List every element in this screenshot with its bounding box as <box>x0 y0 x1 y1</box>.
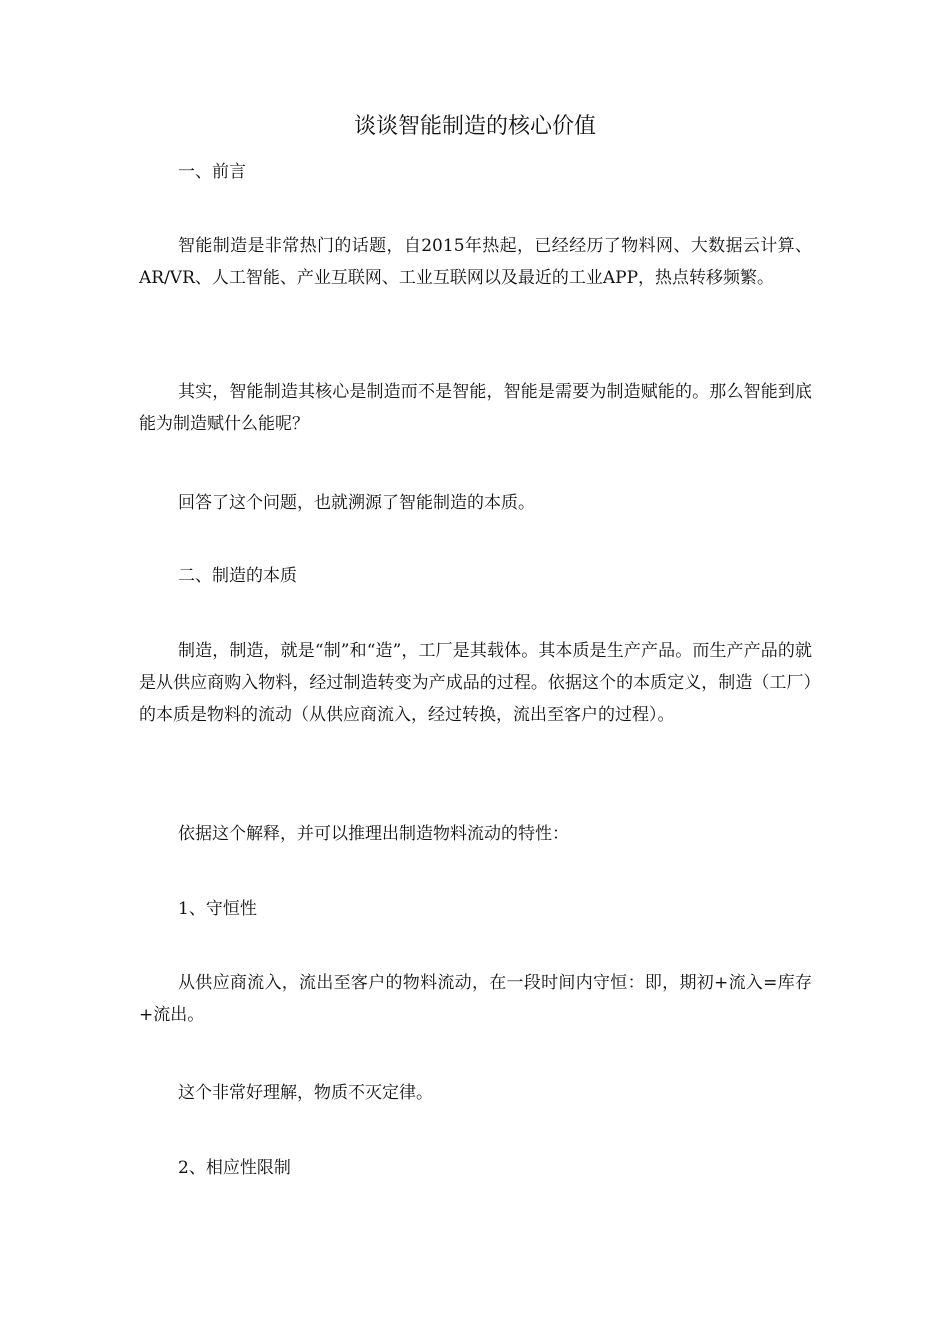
paragraph-properties: 依据这个解释，并可以推理出制造物料流动的特性： <box>178 824 569 844</box>
heading-essence: 二、制造的本质 <box>178 566 297 586</box>
heading-preface: 一、前言 <box>178 162 246 182</box>
paragraph-conservation: 从供应商流入，流出至客户的物料流动，在一段时间内守恒：即，期初+流入=库存+流出。 <box>139 973 812 1025</box>
document-title: 谈谈智能制造的核心价值 <box>353 114 596 139</box>
paragraph-intro: 智能制造是非常热门的话题，自2015年热起，已经经历了物料网、大数据云计算、AR/VR、人工智能、产业互联网、工业互联网以及最近的工业APP，热点转移频繁。 <box>139 236 812 288</box>
paragraph-essence: 制造，制造，就是“制”和“造”，工厂是其载体。其本质是生产产品。而生产产品的就是从供应商购入物料，经过制造转变为产成品的过程。依据这个的本质定义，制造（工厂）的本质是物料的流动（从供应商流入，经过转换，流出至客户的过程）。 <box>139 641 812 725</box>
paragraph-core: 其实，智能制造其核心是制造而不是智能，智能是需要为制造赋能的。那么智能到底能为制造赋什么能呢？ <box>139 382 812 434</box>
paragraph-answer: 回答了这个问题，也就溯源了智能制造的本质。 <box>178 493 535 513</box>
paragraph-law: 这个非常好理解，物质不灭定律。 <box>178 1083 433 1103</box>
heading-conservation: 1、守恒性 <box>178 899 257 919</box>
heading-correspondence: 2、相应性限制 <box>178 1158 291 1178</box>
